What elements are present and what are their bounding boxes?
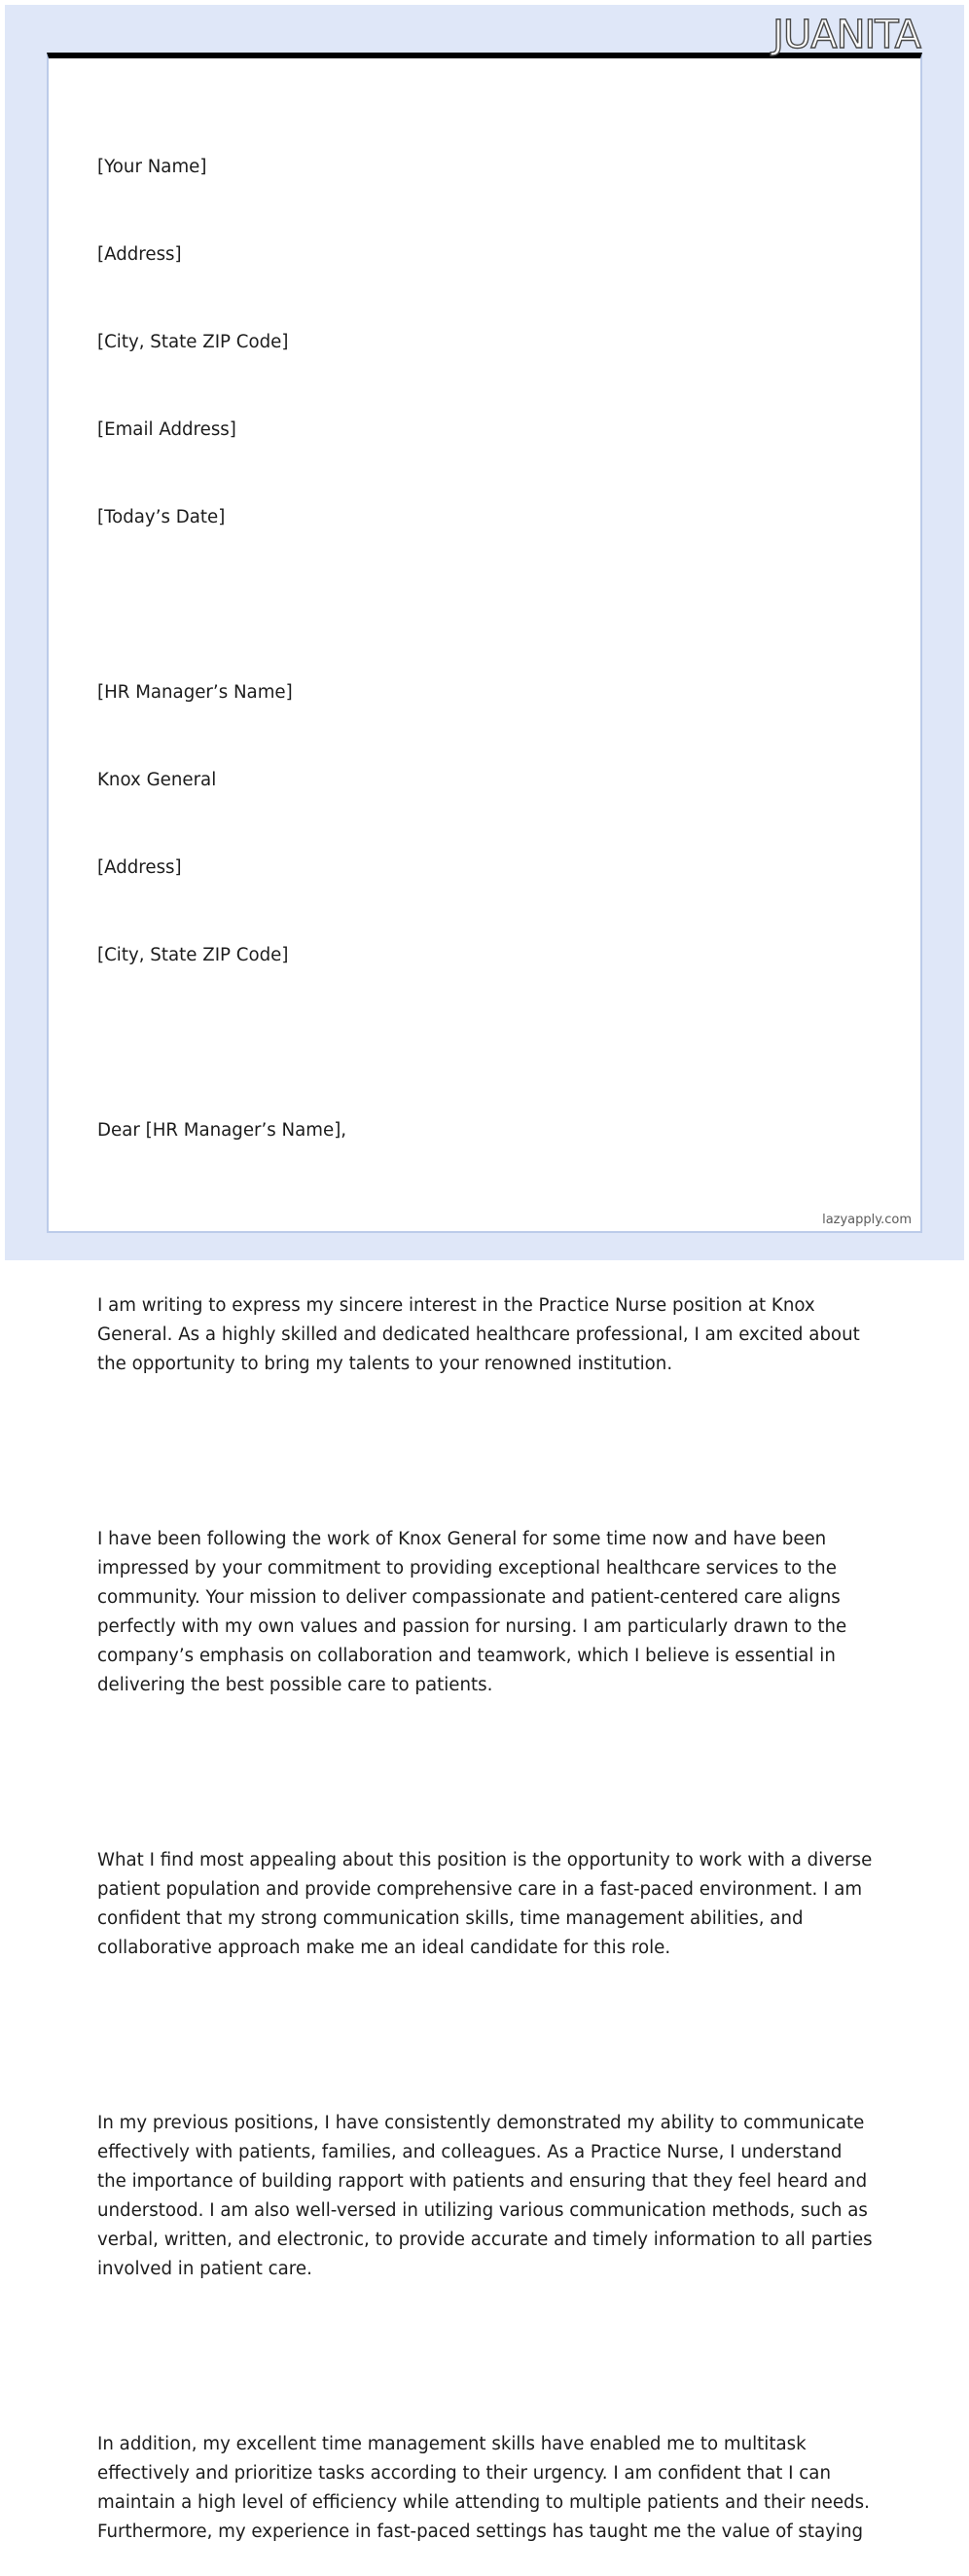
recipient-company: Knox General [97,770,217,790]
paragraph-communication: In my previous positions, I have consistently demonstrated my ability to communicate effectively with patients, families, and colleagues. As a Practice Nurse, I understand the importance of building rapport with patients and ensuring that they feel heard and understood. I am also well-versed in utilizing various communication methods, such as verbal, written, and electronic, to provide accurate and timely information to all parties involved in patient care. [97,2113,879,2279]
spacer [97,2021,876,2050]
spacer [97,591,876,620]
brand-name: JUANITA [772,13,920,57]
recipient-city-state-zip: [City, State ZIP Code] [97,945,289,965]
paragraph-company: I have been following the work of Knox General for some time now and have been impressed by your commitment to providing exceptional healthcare services to the community. Your mission to deliver compassionate and patient-centered care aligns perfectly with my own values and passion for nursing. I am particularly drawn to the company’s emphasis on collaboration and teamwork, which I believe is essential in delivering the best possible care to patients. [97,1529,852,1695]
salutation: Dear [HR Manager’s Name], [97,1120,347,1141]
spacer [97,1204,876,1233]
recipient-address: [Address] [97,857,182,878]
spacer [97,1759,876,1788]
spacer [97,1437,876,1467]
spacer [97,2342,876,2372]
paragraph-intro: I am writing to express my sincere interest in the Practice Nurse position at Knox General. As a highly skilled and dedicated healthcare professional, I am excited about the opportunity to bring my talents to your renowned institution. [97,1295,866,1374]
paragraph-time-management: In addition, my excellent time management skills have enabled me to multitask effectively and prioritize tasks according to their urgency. I am confident that I can maintain a high level of efficiency while attending to multiple patients and their needs. Furthermore, my experience in fast-paced settings has taught me the value of staying [97,2434,876,2542]
watermark: lazyapply.com [822,1213,912,1227]
recipient-name: [HR Manager’s Name] [97,682,293,703]
letter-date: [Today’s Date] [97,507,226,527]
sender-address: [Address] [97,244,182,265]
sender-city-state-zip: [City, State ZIP Code] [97,332,289,352]
sender-name: [Your Name] [97,157,207,177]
paragraph-appeal: What I find most appealing about this position is the opportunity to work with a diverse patient population and provide comprehensive care in a fast-paced environment. I am confident that my strong communication skills, time management abilities, and collaborative approach make me an ideal candidate for this role. [97,1850,879,1958]
cover-letter-body [97,94,879,2576]
spacer [97,1029,876,1058]
sender-email: [Email Address] [97,419,236,440]
